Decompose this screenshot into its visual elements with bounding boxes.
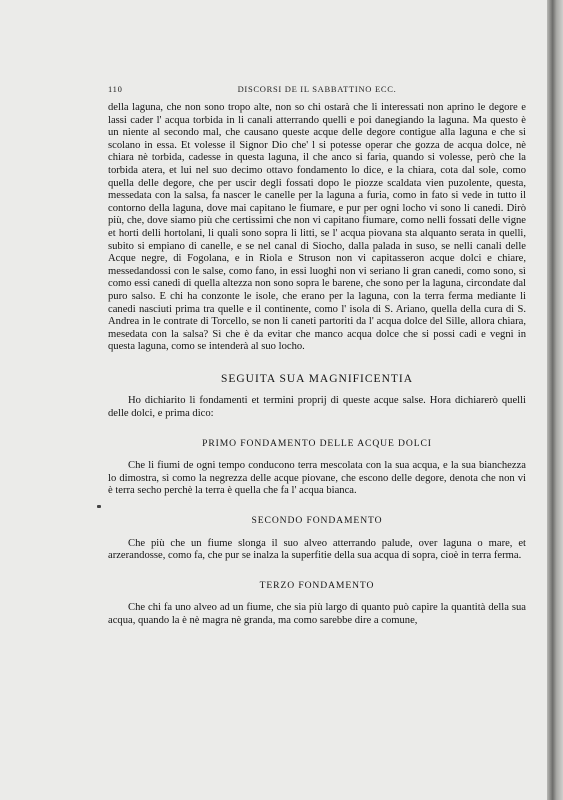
paragraph-secondo: Che più che un fiume slonga il suo alveo atterrando palude, over laguna o mare, et arzerandosse, como fa, che pur se inalza la superfitie della sua acqua di sopra, cioè in terra ferma.: [108, 537, 526, 562]
heading-primo-fondamento: PRIMO FONDAMENTO DELLE ACQUE DOLCI: [202, 437, 432, 449]
page-number: 110: [108, 84, 123, 94]
heading-secondo-fondamento: SECONDO FONDAMENTO: [251, 515, 383, 527]
page-header: [108, 84, 526, 96]
text-block: [108, 102, 526, 628]
heading-terzo-fondamento: TERZO FONDAMENTO: [259, 579, 375, 591]
paragraph-terzo: Che chi fa uno alveo ad un fiume, che sia più largo di quanto può capire la quantità della sua acqua, quando la è nè magra nè granda, ma como sarebbe dire a comune,: [108, 602, 526, 626]
section-title: SEGUITA SUA MAGNIFICENTIA: [220, 372, 414, 385]
running-head: DISCORSI DE IL SABBATTINO ECC.: [237, 84, 397, 94]
ink-mark: [97, 505, 101, 508]
paragraph-primo: Che li fiumi de ogni tempo conducono terra mescolata con la sua acqua, e la sua bianchezza lo dimostra, sì como la negrezza delle acque piovane, che escono delle degore, denota che non vi è terra secho perchè la terra è quella che fa l' acqua bianca.: [108, 460, 526, 497]
page-edge-shadow: [547, 0, 563, 800]
paragraph-continued: della laguna, che non sono tropo alte, non so chi ostarà che li interessati non aprino le degore e lassi cader l' acqua torbida in li canali atterrando quelli e poi danegiando la laguna. Ma questo è un niente al secondo mal, che causano queste acque delle degore contigue alla laguna e che si scolano in essa. Et volesse il Signor Dio che' l si potesse operar che gozza de acqua dolce, nè chiara nè torbida, cadesse in questa laguna, il che anco si faria, quando si volesse, però che la torbida atera, et lui nel suo decimo ottavo fondamento lo dice, e la chiara, cota dal sole, como quella delle degore, che per uscir degli fossati dopo le piozze scaldata vien puzolente, questa, messedata con la salsa, fa nascer le canelle per la laguna a furia, como in fato si vede in tutto il contorno della laguna, dove mai capitano le fiumare, e pur per ogni locho vi sono li canedi. Dirò più, che, dove siamo più che certissimi che non vi capitano fiumare, como nelli fossati delle vigne et horti delli hortolani, li quali sono sopra li litti, se l' acqua piovana sta alquanto serata in quelli, subito si empiano di canelle, e se nel canal di Siocho, dalla palada in suso, se nelli canali delle Acque negre, di Fogolana, e in Riola e Struson non vi capitasseron acque dolci e chiare, messedandossi con le salse, como fano, in essi luoghi non vi seriano li gran canedi, como sono, sì como essi canedi di quella altezza non sono sopra le barene, che sono per la laguna, circondate dal puro salso. E chi ha conzonte le isole, che erano per la laguna, con la terra ferma mediante li canedi nasciuti prima tra quelle e il continente, como l' isola di S. Ariano, quella della cura di S. Andrea in le contrate di Torcello, se non li caneti partoriti da l' acqua dolce del Sille, allora chiara, mesedata con la salsa? Sì che è da evitar che manco acqua dolce che si possi cadi e vegni in questa laguna, como se intenderà al suo locho.: [108, 102, 526, 353]
paragraph-intro: Ho dichiarito li fondamenti et termini proprij di queste acque salse. Hora dichiarerò quelli delle dolci, e prima dico:: [108, 395, 526, 420]
